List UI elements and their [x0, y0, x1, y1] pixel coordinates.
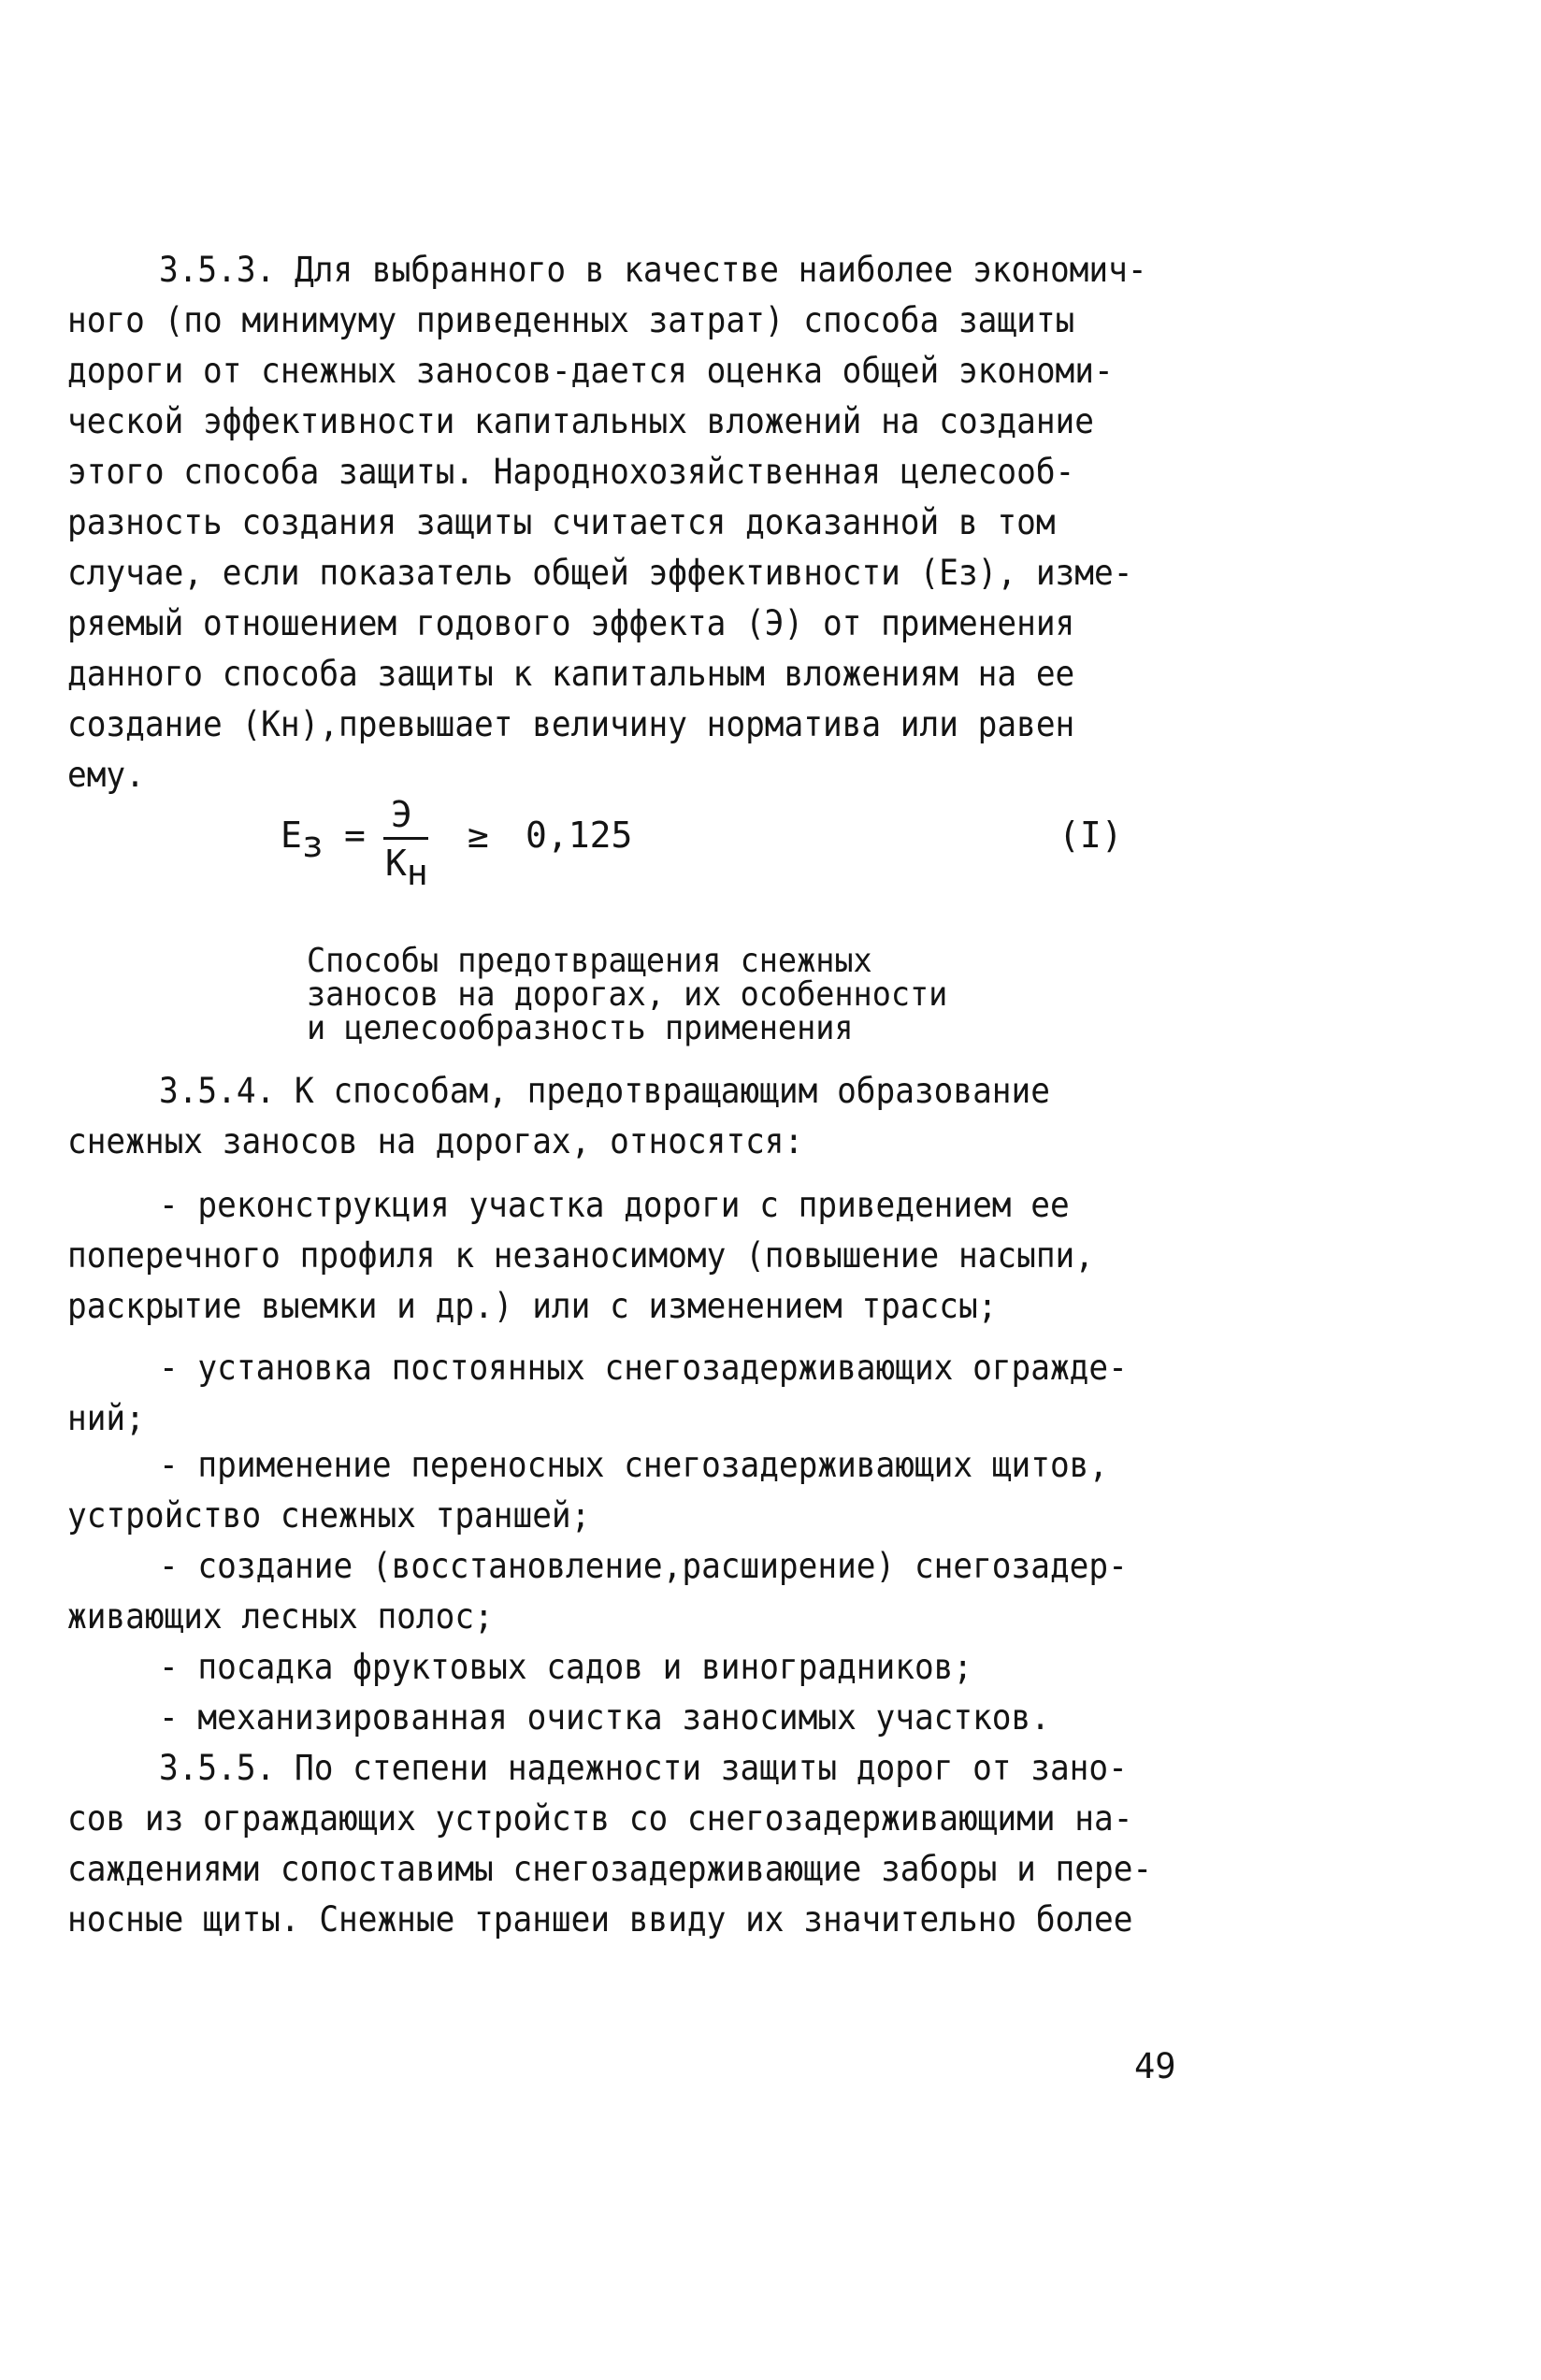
text-line: - применение переносных снегозадерживающих щитов,	[159, 1445, 1109, 1485]
fraction-bar	[383, 837, 428, 840]
text-line: - установка постоянных снегозадерживающих огражде-	[159, 1348, 1128, 1388]
text-line: случае, если показатель общей эффективности (Ез), изме-	[67, 553, 1133, 593]
text-line: - создание (восстановление,расширение) снегозадер-	[159, 1546, 1128, 1586]
text-line: саждениями сопоставимы снегозадерживающие заборы и пере-	[67, 1849, 1153, 1889]
formula-value: 0,125	[526, 815, 633, 856]
text-line: ного (по минимуму приведенных затрат) способа защиты	[67, 300, 1075, 340]
text-line: 3.5.3. Для выбранного в качестве наиболее экономич-	[159, 250, 1147, 290]
formula-lhs: Ез	[281, 815, 324, 865]
heading-line: Способы предотвращения снежных	[307, 942, 872, 980]
text-line: ему.	[67, 755, 145, 795]
text-line: сов из ограждающих устройств со снегозадерживающими на-	[67, 1798, 1133, 1839]
text-line: создание (Кн),превышает величину норматива или равен	[67, 704, 1075, 744]
formula-denominator: Кн	[385, 843, 428, 893]
text-line: - механизированная очистка заносимых участков.	[159, 1697, 1050, 1738]
formula-equals: =	[344, 815, 366, 856]
text-line: разность создания защиты считается доказанной в том	[67, 502, 1056, 542]
heading-line: и целесообразность применения	[307, 1009, 854, 1047]
text-line: носные щиты. Снежные траншеи ввиду их значительно более	[67, 1899, 1133, 1940]
text-line: этого способа защиты. Народнохозяйственная целесооб-	[67, 452, 1075, 492]
formula-number: (I)	[1059, 815, 1123, 856]
page-number: 49	[1134, 2046, 1176, 2086]
text-line: - реконструкция участка дороги с приведением ее	[159, 1185, 1070, 1225]
text-line: данного способа защиты к капитальным вложениям на ее	[67, 654, 1075, 694]
formula-numerator: Э	[391, 794, 412, 835]
text-line: ческой эффективности капитальных вложений на создание	[67, 401, 1094, 441]
text-line: раскрытие выемки и др.) или с изменением трассы;	[67, 1286, 998, 1326]
text-line: снежных заносов на дорогах, относятся:	[67, 1121, 804, 1161]
text-line: ний;	[67, 1398, 145, 1438]
text-line: устройство снежных траншей;	[67, 1495, 591, 1536]
text-line: ряемый отношением годового эффекта (Э) от применения	[67, 603, 1075, 643]
text-line: живающих лесных полос;	[67, 1596, 494, 1637]
formula-relation: ≥	[468, 815, 489, 856]
text-line: поперечного профиля к незаносимому (повышение насыпи,	[67, 1235, 1094, 1276]
heading-line: заносов на дорогах, их особенности	[307, 975, 948, 1014]
text-line: 3.5.5. По степени надежности защиты дорог от зано-	[159, 1748, 1128, 1788]
formula-efficiency	[281, 790, 1122, 902]
text-line: дороги от снежных заносов-дается оценка общей экономи-	[67, 351, 1114, 391]
text-line: 3.5.4. К способам, предотвращающим образование	[159, 1071, 1050, 1111]
text-line: - посадка фруктовых садов и виноградников;	[159, 1647, 973, 1687]
